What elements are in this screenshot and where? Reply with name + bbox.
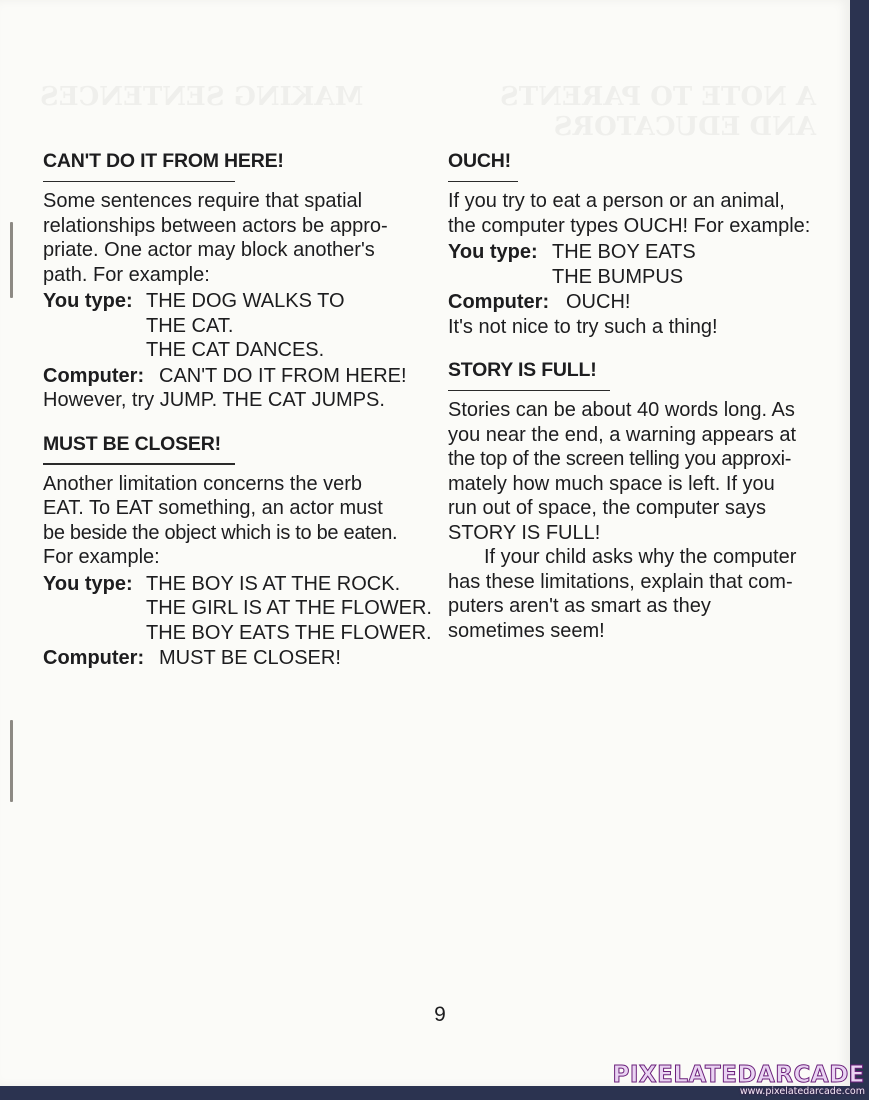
computer-response: CAN'T DO IT FROM HERE! xyxy=(159,364,407,387)
paragraph-line: you near the end, a warning appears at xyxy=(448,423,797,446)
computer-response: MUST BE CLOSER! xyxy=(159,647,341,669)
example-line: THE BOY IS AT THE ROCK. xyxy=(146,572,401,595)
example-you-type xyxy=(43,289,438,363)
page-number: 9 xyxy=(434,1003,446,1026)
you-type-label: You type: xyxy=(448,241,538,263)
paragraph-line: However, try JUMP. THE CAT JUMPS. xyxy=(43,389,385,411)
computer-label: Computer: xyxy=(43,364,145,387)
paragraph-line: Another limitation concerns the verb xyxy=(43,472,363,495)
paragraph-line: the top of the screen telling you approxi- xyxy=(448,448,792,470)
section-heading-story-is-full: STORY IS FULL! xyxy=(448,359,597,381)
example-computer xyxy=(448,290,840,315)
computer-label: Computer: xyxy=(448,291,550,313)
you-type-label: You type: xyxy=(43,290,133,312)
computer-response: OUCH! xyxy=(566,291,631,313)
paragraph-line: EAT. To EAT something, an actor must xyxy=(43,497,383,519)
example-line: THE DOG WALKS TO xyxy=(146,290,345,312)
example-line: THE CAT DANCES. xyxy=(146,339,325,361)
computer-label: Computer: xyxy=(43,647,145,669)
paragraph-line: run out of space, the computer says xyxy=(448,497,766,519)
heading-underline xyxy=(448,181,518,183)
example-you-type xyxy=(448,240,840,289)
binder-edge-right xyxy=(850,0,869,1100)
example-line: THE BOY EATS xyxy=(552,241,696,263)
staple-bottom xyxy=(10,720,13,802)
section-heading-must-be-closer: MUST BE CLOSER! xyxy=(43,432,221,455)
paragraph-line: has these limitations, explain that com- xyxy=(448,570,793,593)
section-heading-ouch: OUCH! xyxy=(448,150,511,172)
watermark xyxy=(612,1063,865,1097)
paragraph-line: puters aren't as smart as they xyxy=(448,595,711,617)
example-line: THE BUMPUS xyxy=(552,265,684,288)
you-type-label: You type: xyxy=(43,572,133,595)
paragraph-line: the computer types OUCH! For example: xyxy=(448,214,811,237)
heading-underline xyxy=(43,463,235,465)
left-column xyxy=(43,149,438,671)
example-computer xyxy=(43,646,438,671)
watermark-title: PIXELATEDARCADE xyxy=(612,1062,865,1088)
example-computer xyxy=(43,364,438,389)
paragraph-line: It's not nice to try such a thing! xyxy=(448,315,718,338)
paragraph-line: sometimes seem! xyxy=(448,619,605,642)
paragraph-line: be beside the object which is to be eaten. xyxy=(43,521,398,544)
section-heading-cant-do: CAN'T DO IT FROM HERE! xyxy=(43,150,284,172)
paragraph-line: relationships between actors be appro- xyxy=(43,214,388,237)
watermark-url: www.pixelatedarcade.com xyxy=(739,1086,865,1097)
example-you-type xyxy=(43,572,438,646)
bleed-through-text: A NOTE TO PARENTS AND EDUCATORS xyxy=(500,82,817,142)
paragraph-line: For example: xyxy=(43,546,160,568)
paragraph-line: mately how much space is left. If you xyxy=(448,472,775,495)
paragraph-line: priate. One actor may block another's xyxy=(43,239,375,261)
paragraph-line: If you try to eat a person or an animal, xyxy=(448,190,785,212)
heading-underline xyxy=(448,390,610,392)
paragraph-line: Stories can be about 40 words long. As xyxy=(448,399,795,421)
example-line: THE CAT. xyxy=(146,314,234,337)
right-column xyxy=(448,149,840,643)
example-line: THE BOY EATS THE FLOWER. xyxy=(146,621,432,644)
paragraph-line: If your child asks why the computer xyxy=(484,546,797,568)
paragraph-line: path. For example: xyxy=(43,263,210,286)
heading-underline xyxy=(43,181,235,183)
paragraph-line: STORY IS FULL! xyxy=(448,521,601,544)
example-line: THE GIRL IS AT THE FLOWER. xyxy=(146,597,432,619)
staple-top xyxy=(10,222,13,298)
bleed-through-text: MAKING SENTENCES xyxy=(40,82,364,112)
paragraph-line: Some sentences require that spatial xyxy=(43,190,363,212)
